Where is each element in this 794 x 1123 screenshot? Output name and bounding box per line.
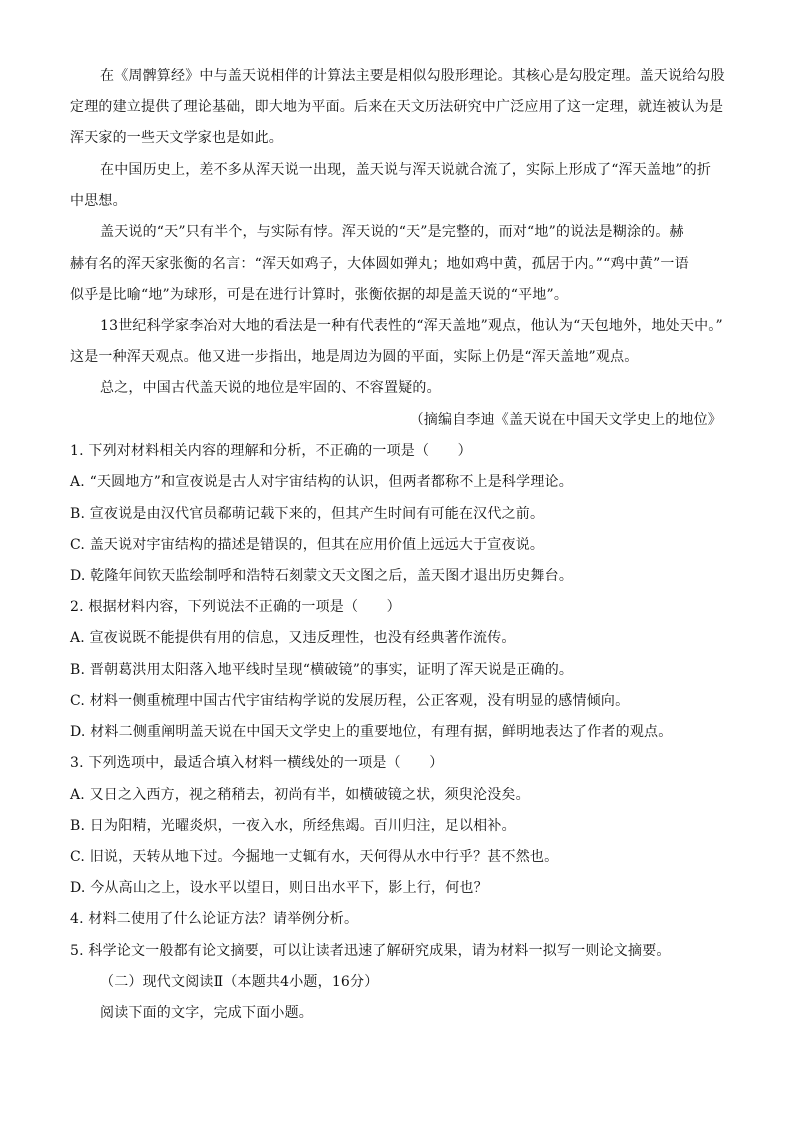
paragraph-3-line-3: 似乎是比喻“地”为球形，可是在进行计算时，张衡依据的却是盖天说的“平地”。 [70,287,569,303]
question-2-option-c[interactable]: C. 材料一侧重梳理中国古代宇宙结构学说的发展历程，公正客观，没有明显的感情倾向。 [70,693,630,709]
paragraph-1-line-3: 浑天家的一些天文学家也是如此。 [70,130,283,146]
paragraph-2-line-1: 在中国历史上，差不多从浑天说一出现，盖天说与浑天说就合流了，实际上形成了“浑天盖地”的折 [100,162,712,178]
question-2-stem: 2. 根据材料内容，下列说法不正确的一项是（ ） [70,599,401,615]
question-1-option-c[interactable]: C. 盖天说对宇宙结构的描述是错误的，但其在应用价值上远远大于宣夜说。 [70,537,545,553]
question-1-stem: 1. 下列对材料相关内容的理解和分析，不正确的一项是（ ） [70,443,472,459]
question-1-option-b[interactable]: B. 宣夜说是由汉代官员郗萌记载下来的，但其产生时间有可能在汉代之前。 [70,506,545,522]
paragraph-5-line-1: 总之，中国古代盖天说的地位是牢固的、不容置疑的。 [100,380,441,396]
paragraph-3-line-2: 赫有名的浑天家张衡的名言：“浑天如鸡子，大体圆如弹丸；地如鸡中黄，孤居于内。”“鸡中黄”一语 [70,256,689,272]
question-3-option-c[interactable]: C. 旧说，天转从地下过。今掘地一丈辄有水，天何得从水中行乎？甚不然也。 [70,849,559,865]
question-5-stem: 5. 科学论文一般都有论文摘要，可以让读者迅速了解研究成果，请为材料一拟写一则论文摘要。 [70,943,671,959]
question-2-option-a[interactable]: A. 宣夜说既不能提供有用的信息，又违反理性，也没有经典著作流传。 [70,630,516,646]
question-2-option-b[interactable]: B. 晋朝葛洪用太阳落入地平线时呈现“横破镜”的事实，证明了浑天说是正确的。 [70,662,574,678]
question-3-stem: 3. 下列选项中，最适合填入材料一横线处的一项是（ ） [70,755,444,771]
section-instruction: 阅读下面的文字，完成下面小题。 [100,1005,313,1021]
question-3-option-d[interactable]: D. 今从高山之上，设水平以望日，则日出水平下，影上行，何也？ [70,880,488,896]
question-3-option-b[interactable]: B. 日为阳精，光曜炎炽，一夜入水，所经焦竭。百川归注，足以相补。 [70,818,516,834]
paragraph-1-line-2: 定理的建立提供了理论基础，即大地为平面。后来在天文历法研究中广泛应用了这一定理，就连被认为是 [70,99,724,115]
question-1-option-a[interactable]: A. “天圆地方”和宣夜说是古人对宇宙结构的认识，但两者都称不上是科学理论。 [70,474,573,490]
question-3-option-a[interactable]: A. 又日之入西方，视之稍稍去，初尚有半，如横破镜之状，须臾沦没矣。 [70,787,530,803]
section-heading: （二）现代文阅读Ⅱ（本题共4小题，16分） [100,974,379,990]
paragraph-2-line-2: 中思想。 [70,193,127,209]
paragraph-1-line-1: 在《周髀算经》中与盖天说相伴的计算法主要是相似勾股形理论。其核心是勾股定理。盖天说给勾股 [100,68,725,84]
question-2-option-d[interactable]: D. 材料二侧重阐明盖天说在中国天文学史上的重要地位，有理有据，鲜明地表达了作者的观点。 [70,724,673,740]
source-attribution: （摘编自李迪《盖天说在中国天文学史上的地位》 [409,412,722,428]
question-1-option-d[interactable]: D. 乾隆年间钦天监绘制呼和浩特石刻蒙文天文图之后，盖天图才退出历史舞台。 [70,568,574,584]
paragraph-4-line-1: 13世纪科学家李冶对大地的看法是一种有代表性的“浑天盖地”观点，他认为“天包地外，地处天中。” [100,318,723,334]
paragraph-3-line-1: 盖天说的“天”只有半个，与实际有悖。浑天说的“天”是完整的，而对“地”的说法是糊涂的。赫 [100,224,684,240]
question-4-stem: 4. 材料二使用了什么论证方法？请举例分析。 [70,911,359,927]
paragraph-4-line-2: 这是一种浑天观点。他又进一步指出，地是周边为圆的平面，实际上仍是“浑天盖地”观点。 [70,349,639,365]
